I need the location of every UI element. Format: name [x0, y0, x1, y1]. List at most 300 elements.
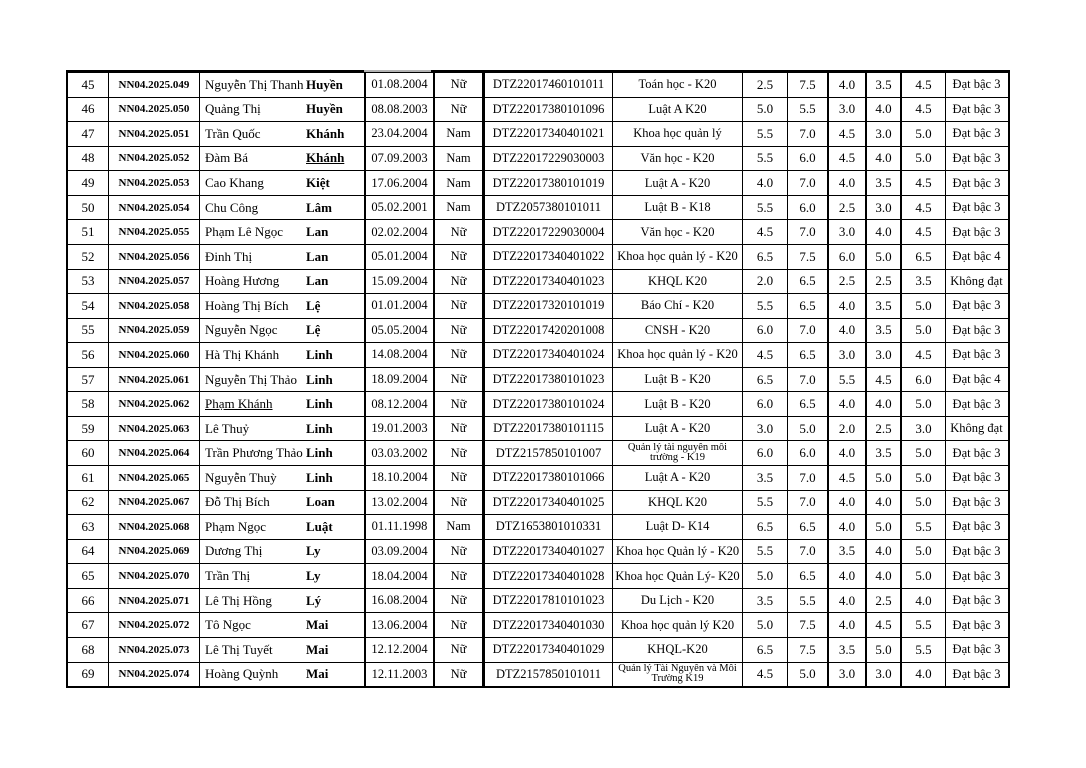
score-3-value: 3.0	[838, 101, 856, 117]
class-value: Khoa học Quản Lý- K20	[615, 568, 740, 583]
score-5-cell	[900, 515, 945, 539]
dob-cell	[364, 294, 433, 318]
first-name-cell	[199, 638, 304, 662]
first-name-cell	[199, 147, 304, 171]
score-1-value: 5.5	[756, 543, 774, 559]
student-id-cell	[482, 171, 612, 195]
code-cell	[108, 540, 199, 564]
score-4-value: 4.0	[875, 543, 892, 559]
score-3-value: 4.0	[838, 592, 856, 608]
result-cell	[945, 540, 1007, 564]
student-id-cell	[482, 441, 612, 465]
first-name-cell	[199, 589, 304, 613]
score-4-cell	[865, 392, 900, 416]
code-value: NN04.2025.053	[118, 177, 190, 190]
gender-cell	[433, 441, 482, 465]
gender-value: Nữ	[450, 666, 467, 681]
score-4-value: 5.0	[875, 518, 892, 534]
dob-value: 15.09.2004	[371, 273, 428, 288]
score-2-cell	[787, 245, 827, 269]
score-2-value: 7.0	[799, 224, 816, 240]
score-5-value: 4.5	[915, 199, 932, 215]
stt-cell	[68, 122, 108, 146]
first-name-value: Cao Khang	[205, 175, 264, 191]
first-name-value: Tô Ngọc	[205, 617, 251, 633]
last-name-value: Khánh	[306, 125, 345, 141]
stt-cell	[68, 441, 108, 465]
gender-value: Nam	[446, 175, 471, 190]
score-2-value: 6.5	[799, 518, 816, 534]
result-value: Đạt bậc 3	[952, 150, 1001, 165]
class-value: Khoa học quản lý K20	[620, 617, 735, 632]
result-value: Đạt bậc 3	[952, 543, 1001, 558]
last-name-value: Kiệt	[306, 175, 330, 191]
gender-value: Nữ	[450, 470, 467, 485]
dob-cell	[364, 122, 433, 146]
code-value: NN04.2025.055	[118, 226, 190, 239]
score-4-cell	[865, 441, 900, 465]
score-5-value: 5.0	[915, 469, 932, 485]
dob-value: 23.04.2004	[371, 126, 428, 141]
table-row	[68, 637, 1008, 662]
student-id-cell	[482, 343, 612, 367]
code-cell	[108, 417, 199, 441]
score-1-value: 4.0	[756, 175, 774, 191]
class-value: Luật A - K20	[644, 421, 711, 436]
last-name-cell	[304, 613, 364, 637]
stt-cell	[68, 613, 108, 637]
class-cell	[612, 466, 742, 490]
score-5-cell	[900, 663, 945, 687]
gender-value: Nam	[446, 126, 471, 141]
score-4-cell	[865, 638, 900, 662]
dob-cell	[364, 392, 433, 416]
score-1-cell	[742, 540, 787, 564]
score-4-value: 5.0	[875, 469, 892, 485]
student-id-value: DTZ22017340401028	[492, 568, 605, 583]
score-1-cell	[742, 294, 787, 318]
score-3-cell	[827, 343, 865, 367]
score-1-value: 5.5	[756, 494, 774, 510]
stt-value: 47	[81, 125, 95, 141]
score-5-cell	[900, 196, 945, 220]
score-2-cell	[787, 515, 827, 539]
score-4-cell	[865, 343, 900, 367]
score-3-cell	[827, 417, 865, 441]
student-id-value: DTZ22017380101024	[492, 396, 605, 411]
class-cell	[612, 245, 742, 269]
last-name-cell	[304, 294, 364, 318]
score-3-cell	[827, 466, 865, 490]
class-cell	[612, 515, 742, 539]
class-cell	[612, 613, 742, 637]
gender-value: Nữ	[450, 372, 467, 387]
student-id-cell	[482, 220, 612, 244]
student-id-value: DTZ22017460101011	[492, 77, 605, 92]
stt-cell	[68, 589, 108, 613]
last-name-value: Lan	[306, 248, 329, 264]
stt-value: 52	[81, 248, 95, 264]
score-1-cell	[742, 441, 787, 465]
score-5-value: 4.5	[915, 224, 932, 240]
stt-value: 67	[81, 617, 95, 633]
student-id-value: DTZ2057380101011	[495, 200, 602, 215]
score-3-cell	[827, 515, 865, 539]
score-1-value: 5.5	[756, 297, 774, 313]
score-4-value: 3.5	[875, 297, 892, 313]
table-row	[68, 318, 1008, 343]
last-name-cell	[304, 491, 364, 515]
last-name-cell	[304, 466, 364, 490]
score-5-value: 4.5	[915, 175, 932, 191]
score-3-cell	[827, 663, 865, 687]
class-cell	[612, 171, 742, 195]
class-cell	[612, 122, 742, 146]
score-4-cell	[865, 613, 900, 637]
score-4-value: 4.5	[875, 371, 892, 387]
score-2-cell	[787, 220, 827, 244]
result-cell	[945, 220, 1007, 244]
last-name-value: Mai	[306, 666, 329, 682]
result-value: Đạt bậc 4	[952, 372, 1001, 387]
gender-cell	[433, 663, 482, 687]
score-5-value: 5.0	[915, 543, 932, 559]
score-2-cell	[787, 122, 827, 146]
last-name-value: Lâm	[306, 199, 332, 215]
code-cell	[108, 343, 199, 367]
first-name-value: Dương Thị	[205, 543, 263, 559]
first-name-cell	[199, 368, 304, 392]
score-5-value: 4.5	[915, 76, 932, 92]
score-3-value: 4.0	[838, 322, 856, 338]
score-1-value: 5.5	[756, 199, 774, 215]
last-name-cell	[304, 122, 364, 146]
student-id-cell	[482, 122, 612, 146]
stt-value: 57	[81, 371, 95, 387]
class-value: Luật D- K14	[645, 519, 710, 534]
score-4-value: 4.0	[875, 101, 892, 117]
score-5-value: 5.0	[915, 568, 932, 584]
code-value: NN04.2025.061	[118, 373, 190, 386]
score-5-value: 5.0	[915, 150, 932, 166]
score-4-cell	[865, 564, 900, 588]
last-name-cell	[304, 392, 364, 416]
score-4-value: 4.0	[875, 568, 892, 584]
stt-value: 50	[81, 199, 95, 215]
stt-value: 55	[81, 322, 95, 338]
student-id-cell	[482, 147, 612, 171]
stt-cell	[68, 564, 108, 588]
class-value: Toán học - K20	[638, 77, 717, 92]
result-cell	[945, 368, 1007, 392]
dob-cell	[364, 171, 433, 195]
stt-cell	[68, 638, 108, 662]
score-1-value: 6.5	[756, 371, 774, 387]
student-id-cell	[482, 638, 612, 662]
dob-cell	[364, 73, 433, 97]
last-name-value: Linh	[306, 396, 333, 412]
gender-value: Nữ	[450, 77, 467, 92]
gender-cell	[433, 245, 482, 269]
first-name-cell	[199, 98, 304, 122]
first-name-value: Nguyễn Thuỳ	[205, 469, 277, 485]
score-4-cell	[865, 220, 900, 244]
student-id-value: DTZ22017229030003	[492, 150, 605, 165]
first-name-cell	[199, 319, 304, 343]
score-2-cell	[787, 392, 827, 416]
student-id-value: DTZ22017380101023	[492, 372, 605, 387]
score-3-cell	[827, 147, 865, 171]
score-4-value: 3.5	[875, 445, 892, 461]
student-id-value: DTZ22017340401021	[492, 126, 605, 141]
score-5-cell	[900, 589, 945, 613]
table-row	[68, 563, 1008, 588]
last-name-value: Linh	[306, 469, 333, 485]
score-4-cell	[865, 171, 900, 195]
score-4-value: 4.0	[875, 494, 892, 510]
score-5-cell	[900, 270, 945, 294]
first-name-value: Hoàng Thị Bích	[205, 297, 289, 313]
score-4-cell	[865, 491, 900, 515]
stt-value: 48	[81, 150, 95, 166]
dob-cell	[364, 466, 433, 490]
code-cell	[108, 294, 199, 318]
stt-value: 46	[81, 101, 95, 117]
last-name-cell	[304, 98, 364, 122]
last-name-value: Huyền	[306, 76, 343, 92]
score-3-cell	[827, 638, 865, 662]
class-value: Luật A - K20	[644, 175, 711, 190]
score-2-cell	[787, 98, 827, 122]
score-3-value: 3.0	[838, 346, 856, 362]
score-2-value: 7.5	[799, 641, 816, 657]
score-5-value: 5.0	[915, 396, 932, 412]
class-cell	[612, 294, 742, 318]
gender-value: Nữ	[450, 224, 467, 239]
score-4-value: 4.0	[875, 224, 892, 240]
score-2-value: 6.5	[799, 346, 816, 362]
last-name-cell	[304, 270, 364, 294]
dob-cell	[364, 564, 433, 588]
score-3-value: 5.5	[838, 371, 856, 387]
score-1-value: 6.5	[756, 248, 774, 264]
score-2-value: 5.5	[799, 101, 816, 117]
stt-value: 64	[81, 543, 95, 559]
result-cell	[945, 515, 1007, 539]
score-3-cell	[827, 98, 865, 122]
score-4-value: 2.5	[875, 273, 892, 289]
result-cell	[945, 441, 1007, 465]
class-cell	[612, 319, 742, 343]
code-value: NN04.2025.064	[118, 447, 190, 460]
result-value: Đạt bậc 3	[952, 396, 1001, 411]
first-name-value: Nguyễn Ngọc	[205, 322, 278, 338]
last-name-cell	[304, 441, 364, 465]
table-row	[68, 391, 1008, 416]
gender-cell	[433, 171, 482, 195]
last-name-cell	[304, 540, 364, 564]
gender-cell	[433, 270, 482, 294]
score-4-cell	[865, 196, 900, 220]
class-cell	[612, 540, 742, 564]
student-id-value: DTZ22017380101096	[492, 101, 605, 116]
dob-cell	[364, 491, 433, 515]
result-value: Đạt bậc 3	[952, 175, 1001, 190]
last-name-value: Khánh	[306, 150, 345, 166]
score-1-value: 3.0	[756, 420, 774, 436]
score-3-value: 4.5	[838, 125, 856, 141]
last-name-cell	[304, 343, 364, 367]
student-id-value: DTZ2157850101011	[495, 666, 602, 681]
result-value: Đạt bậc 3	[952, 77, 1001, 92]
code-cell	[108, 491, 199, 515]
dob-cell	[364, 220, 433, 244]
code-value: NN04.2025.073	[118, 643, 190, 656]
score-1-cell	[742, 245, 787, 269]
score-1-cell	[742, 171, 787, 195]
stt-cell	[68, 466, 108, 490]
student-id-value: DTZ22017380101115	[493, 421, 604, 436]
gender-value: Nữ	[450, 421, 467, 436]
dob-cell	[364, 368, 433, 392]
dob-cell	[364, 515, 433, 539]
score-4-cell	[865, 122, 900, 146]
table-row	[68, 121, 1008, 146]
code-value: NN04.2025.049	[118, 78, 190, 91]
score-3-cell	[827, 564, 865, 588]
score-2-value: 6.0	[799, 445, 816, 461]
first-name-cell	[199, 613, 304, 637]
code-cell	[108, 245, 199, 269]
dob-value: 14.08.2004	[371, 347, 428, 362]
result-cell	[945, 417, 1007, 441]
student-id-cell	[482, 294, 612, 318]
result-value: Đạt bậc 3	[952, 568, 1001, 583]
score-2-value: 6.5	[799, 273, 816, 289]
score-5-cell	[900, 319, 945, 343]
score-1-cell	[742, 343, 787, 367]
score-3-cell	[827, 368, 865, 392]
score-1-cell	[742, 73, 787, 97]
table-seam-divider	[364, 70, 431, 72]
result-value: Đạt bậc 3	[952, 593, 1001, 608]
first-name-value: Phạm Ngọc	[205, 518, 267, 534]
score-4-value: 3.0	[875, 125, 892, 141]
score-3-value: 2.0	[838, 420, 856, 436]
stt-value: 60	[81, 445, 95, 461]
result-cell	[945, 171, 1007, 195]
class-cell	[612, 368, 742, 392]
score-1-cell	[742, 270, 787, 294]
student-id-cell	[482, 98, 612, 122]
score-3-cell	[827, 319, 865, 343]
table-row	[68, 662, 1008, 687]
score-3-cell	[827, 392, 865, 416]
gender-cell	[433, 196, 482, 220]
last-name-cell	[304, 196, 364, 220]
score-2-value: 7.5	[799, 617, 816, 633]
last-name-cell	[304, 638, 364, 662]
score-4-cell	[865, 663, 900, 687]
score-3-value: 2.5	[838, 273, 856, 289]
result-value: Đạt bậc 3	[952, 200, 1001, 215]
table-row	[68, 490, 1008, 515]
first-name-cell	[199, 220, 304, 244]
score-2-value: 6.0	[799, 199, 816, 215]
gender-value: Nữ	[450, 249, 467, 264]
stt-cell	[68, 245, 108, 269]
code-cell	[108, 368, 199, 392]
result-cell	[945, 564, 1007, 588]
stt-value: 53	[81, 273, 95, 289]
first-name-value: Đinh Thị	[205, 248, 253, 264]
first-name-value: Phạm Lê Ngọc	[205, 224, 283, 240]
result-value: Đạt bậc 4	[952, 249, 1001, 264]
score-2-cell	[787, 540, 827, 564]
first-name-cell	[199, 171, 304, 195]
result-cell	[945, 613, 1007, 637]
gender-cell	[433, 466, 482, 490]
student-id-cell	[482, 368, 612, 392]
student-id-value: DTZ22017810101023	[492, 593, 605, 608]
class-value: Khoa học Quản lý - K20	[615, 543, 740, 558]
code-cell	[108, 147, 199, 171]
class-value: Luật A K20	[648, 101, 707, 116]
first-name-value: Nguyễn Thị Thanh	[205, 76, 304, 92]
dob-cell	[364, 638, 433, 662]
table-row	[68, 367, 1008, 392]
table-row	[68, 342, 1008, 367]
student-id-cell	[482, 73, 612, 97]
first-name-cell	[199, 245, 304, 269]
result-value: Đạt bậc 3	[952, 298, 1001, 313]
first-name-cell	[199, 270, 304, 294]
gender-cell	[433, 319, 482, 343]
score-3-value: 6.0	[838, 248, 856, 264]
student-id-cell	[482, 196, 612, 220]
score-5-cell	[900, 73, 945, 97]
code-value: NN04.2025.060	[118, 348, 190, 361]
gender-value: Nữ	[450, 617, 467, 632]
code-value: NN04.2025.074	[118, 668, 190, 681]
stt-cell	[68, 368, 108, 392]
result-cell	[945, 196, 1007, 220]
first-name-cell	[199, 294, 304, 318]
score-3-cell	[827, 589, 865, 613]
gender-value: Nam	[446, 150, 471, 165]
student-id-value: DTZ22017340401027	[492, 543, 605, 558]
score-4-value: 3.0	[875, 199, 892, 215]
result-cell	[945, 147, 1007, 171]
first-name-value: Hoàng Hương	[205, 273, 280, 289]
score-3-cell	[827, 122, 865, 146]
dob-cell	[364, 147, 433, 171]
score-4-cell	[865, 515, 900, 539]
dob-value: 12.12.2004	[371, 642, 428, 657]
last-name-value: Mai	[306, 641, 329, 657]
score-4-cell	[865, 294, 900, 318]
class-cell	[612, 491, 742, 515]
score-1-cell	[742, 613, 787, 637]
score-5-value: 4.0	[915, 666, 932, 682]
stt-cell	[68, 294, 108, 318]
class-value: KHQL-K20	[647, 642, 708, 657]
score-5-cell	[900, 613, 945, 637]
first-name-value: Trần Quốc	[205, 125, 261, 141]
student-id-cell	[482, 319, 612, 343]
first-name-cell	[199, 515, 304, 539]
gender-value: Nữ	[450, 568, 467, 583]
